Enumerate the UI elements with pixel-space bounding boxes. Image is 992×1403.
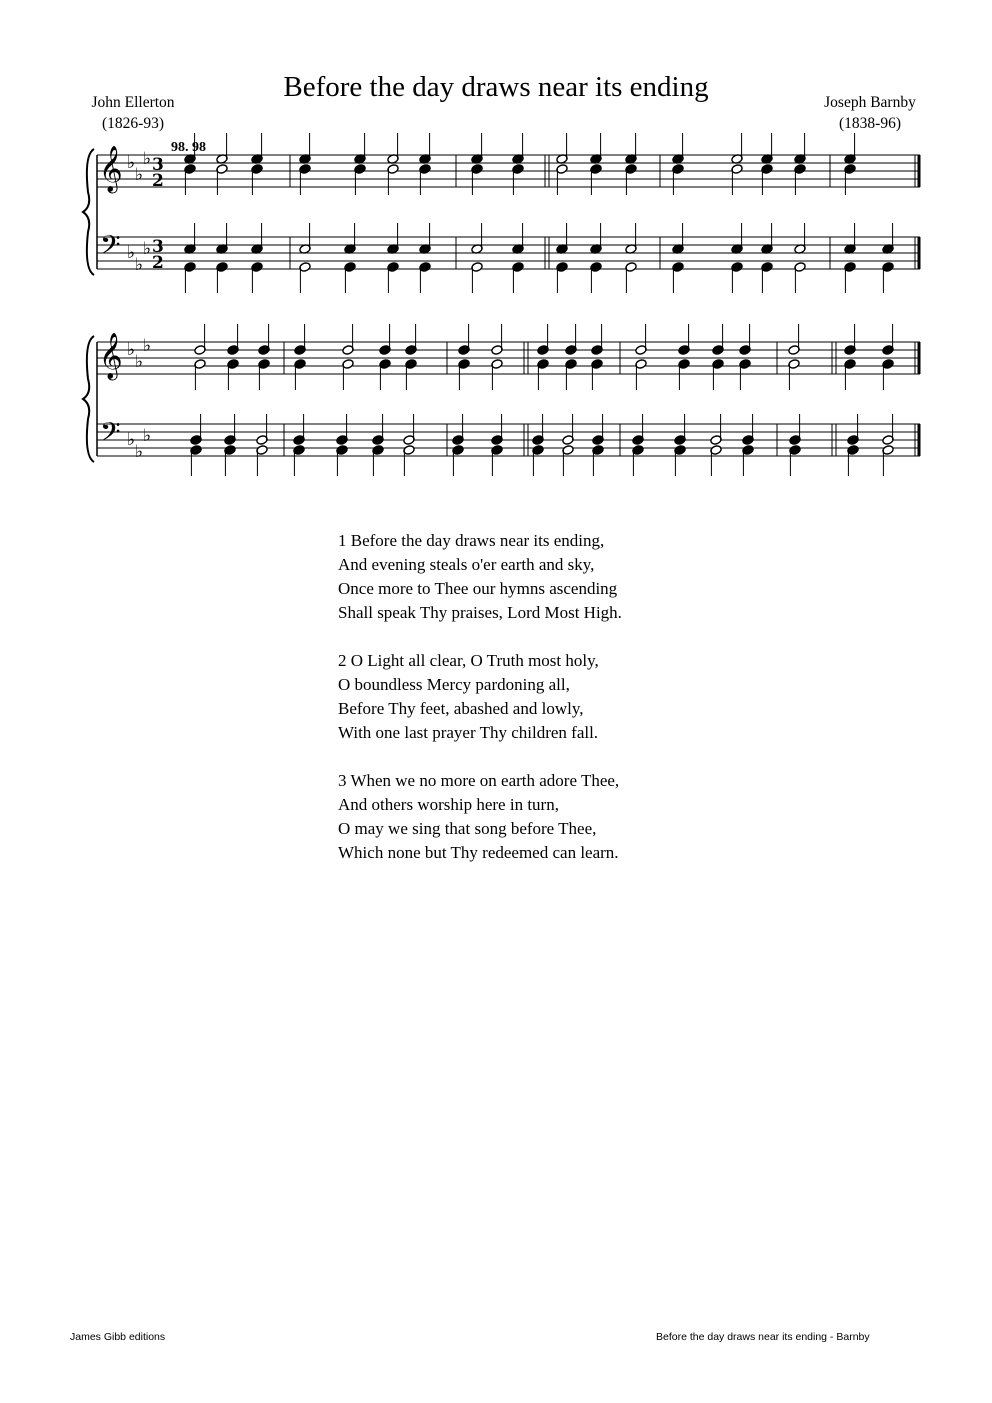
bass-key-flat: ♭ [135, 255, 144, 275]
verse-line: Before Thy feet, abashed and lowly, [338, 699, 584, 718]
bass-time-signature-top: 3 [152, 237, 164, 257]
bass-key-flat: ♭ [127, 243, 136, 263]
bass-clef: 𝄢 [100, 416, 121, 454]
verse-line: 3 When we no more on earth adore Thee, [338, 771, 620, 790]
bass-key-flat: ♭ [143, 239, 152, 259]
treble-key-flat: ♭ [143, 336, 152, 356]
treble-key-flat: ♭ [135, 352, 144, 372]
music-score [0, 0, 992, 520]
treble-key-flat: ♭ [143, 149, 152, 169]
treble-key-flat: ♭ [127, 340, 136, 360]
verse-line: And others worship here in turn, [338, 795, 559, 814]
verse-line: O boundless Mercy pardoning all, [338, 675, 570, 694]
composer-dates: (1838-96) [839, 115, 901, 132]
bass-clef: 𝄢 [100, 229, 121, 267]
treble-clef: 𝄞 [99, 146, 123, 192]
verse-line: Once more to Thee our hymns ascending [338, 579, 618, 598]
system-brace [83, 336, 94, 462]
verse-line: O may we sing that song before Thee, [338, 819, 597, 838]
footer-publisher: James Gibb editions [70, 1331, 166, 1343]
verse-line: And evening steals o'er earth and sky, [338, 555, 595, 574]
footer-piece-title: Before the day draws near its ending - Barnby [656, 1331, 870, 1343]
treble-clef: 𝄞 [99, 333, 123, 379]
hymn-meter: 98. 98 [171, 140, 206, 155]
verse-line: 1 Before the day draws near its ending, [338, 531, 605, 550]
composer-name: Joseph Barnby [824, 94, 916, 111]
verse-3 [338, 769, 758, 865]
bass-key-flat: ♭ [143, 426, 152, 446]
treble-key-flat: ♭ [127, 153, 136, 173]
system-brace [83, 149, 94, 275]
verse-line: 2 O Light all clear, O Truth most holy, [338, 651, 599, 670]
author-dates: (1826-93) [102, 115, 164, 132]
treble-time-signature-bottom: 2 [152, 171, 164, 191]
hymn-title: Before the day draws near its ending [283, 71, 709, 103]
author-name: John Ellerton [91, 94, 175, 111]
verse-2 [338, 649, 758, 745]
bass-key-flat: ♭ [127, 430, 136, 450]
verse-1 [338, 529, 758, 625]
verses [338, 529, 758, 889]
bass-key-flat: ♭ [135, 442, 144, 462]
treble-time-signature-top: 3 [152, 155, 164, 175]
verse-line: Which none but Thy redeemed can learn. [338, 843, 619, 862]
verse-line: Shall speak Thy praises, Lord Most High. [338, 603, 622, 622]
verse-line: With one last prayer Thy children fall. [338, 723, 599, 742]
bass-time-signature-bottom: 2 [152, 253, 164, 273]
treble-key-flat: ♭ [135, 165, 144, 185]
